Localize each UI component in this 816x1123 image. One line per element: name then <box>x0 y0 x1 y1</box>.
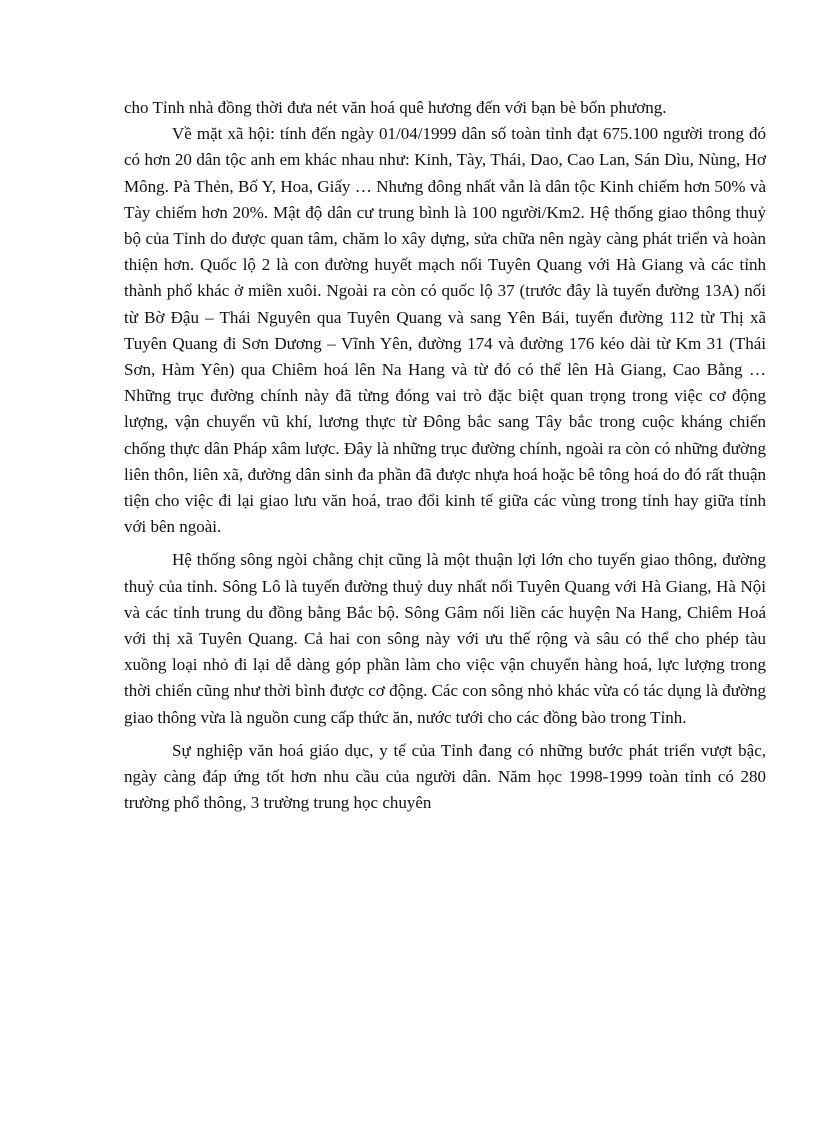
paragraph-continuation: cho Tỉnh nhà đồng thời đưa nét văn hoá quê hương đến với bạn bè bốn phương. <box>124 98 667 117</box>
paragraph-social: Về mặt xã hội: tính đến ngày 01/04/1999 dân số toàn tỉnh đạt 675.100 người trong đó có hơn 20 dân tộc anh em khác nhau như: Kinh, Tày, Thái, Dao, Cao Lan, Sán Dìu, Nùng, Hơ Mông. Pà Thẻn, Bố Y, Hoa, Giấy … Nhưng đông nhất vẫn là dân tộc Kinh chiếm hơn 50% và Tày chiếm hơn 20%. Mật độ dân cư trung bình là 100 người/Km2. Hệ thống giao thông thuỷ bộ của Tỉnh do được quan tâm, chăm lo xây dựng, sửa chữa nên ngày càng phát triển và hoàn thiện hơn. Quốc lộ 2 là con đường huyết mạch nối Tuyên Quang với Hà Giang và các tỉnh thành phố khác ở miền xuôi. Ngoài ra còn có quốc lộ 37 (trước đây là tuyến đường 13A) nối từ Bờ Đậu – Thái Nguyên qua Tuyên Quang và sang Yên Bái, tuyến đường 112 từ Thị xã Tuyên Quang đi Sơn Dương – Vĩnh Yên, đường 174 và đường 176 kéo dài từ Km 31 (Thái Sơn, Hàm Yên) qua Chiêm hoá lên Na Hang và từ đó có thể lên Hà Giang, Cao Bằng … Những trục đường chính này đã từng đóng vai trò đặc biệt quan trọng trong việc cơ động lượng, vận chuyển vũ khí, lương thực từ Đông bắc sang Tây bắc trong cuộc kháng chiến chống thực dân Pháp xâm lược. Đây là những trục đường chính, ngoài ra còn có những đường liên thôn, liên xã, đường dân sinh đa phần đã được nhựa hoá hoặc bê tông hoá do đó rất thuận tiện cho việc đi lại giao lưu văn hoá, trao đổi kinh tế giữa các vùng trong tỉnh hay giữa tỉnh với bên ngoài. <box>124 124 766 537</box>
document-body <box>124 95 766 816</box>
paragraph-rivers: Hệ thống sông ngòi chằng chịt cũng là một thuận lợi lớn cho tuyến giao thông, đường thuỷ của tỉnh. Sông Lô là tuyến đường thuỷ duy nhất nối Tuyên Quang với Hà Giang, Hà Nội và các tỉnh trung du đồng bằng Bắc bộ. Sông Gâm nối liền các huyện Na Hang, Chiêm Hoá với thị xã Tuyên Quang. Cả hai con sông này với ưu thế rộng và sâu có thể cho phép tàu xuồng loại nhỏ đi lại dễ dàng góp phần làm cho việc vận chuyển hàng hoá, lực lượng trong thời chiến cũng như thời bình được cơ động. Các con sông nhỏ khác vừa có tác dụng là đường giao thông vừa là nguồn cung cấp thức ăn, nước tưới cho các đồng bào trong Tỉnh. <box>124 550 766 727</box>
paragraph-education: Sự nghiệp văn hoá giáo dục, y tế của Tỉnh đang có những bước phát triển vượt bậc, ngày càng đáp ứng tốt hơn nhu cầu của người dân. Năm học 1998-1999 toàn tỉnh có 280 trường phổ thông, 3 trường trung học chuyên <box>124 740 766 813</box>
